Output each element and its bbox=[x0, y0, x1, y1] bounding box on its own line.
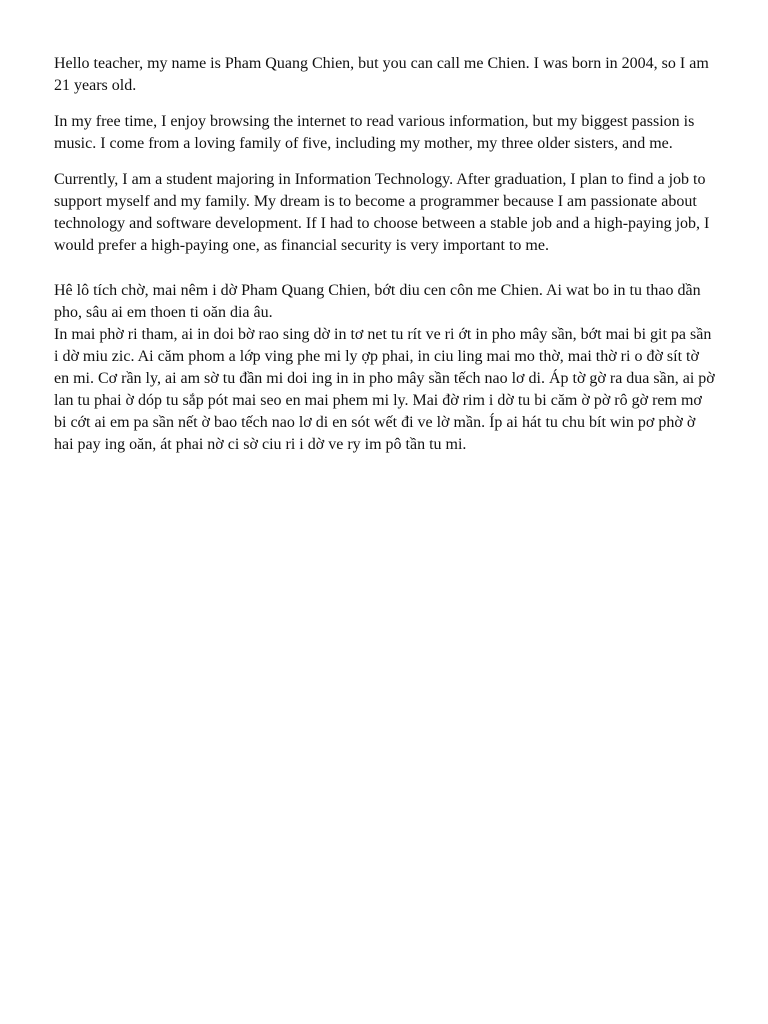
phonetic-paragraph-body: In mai phờ ri tham, ai in doi bờ rao sing dờ in tơ net tu rít ve ri ớt in pho mây sần, bớt mai bi git pa sần i dờ miu zic. Ai căm phom a lớp ving phe mi ly ợp phai, in ciu ling mai mo thờ, mai thờ ri o đờ sít tờ en mi. Cơ rần ly, ai am sờ tu đần mi doi ing in in pho mây sần tếch nao lơ di. Áp tờ gờ ra dua sần, ai pờ lan tu phai ờ dóp tu sắp pót mai seo en mai phem mi ly. Mai đờ rim i dờ tu bi căm ờ pờ rô gờ rem mơ bi cớt ai em pa sần nết ờ bao tếch nao lơ di en sót wết đi ve lờ mần. Íp ai hát tu chu bít win pơ phờ ờ hai pay ing oăn, át phai nờ ci sờ ciu ri i dờ ve ry im pô tần tu mi. bbox=[54, 326, 715, 453]
english-paragraph-career: Currently, I am a student majoring in Information Technology. After graduation, I plan to find a job to support myself and my family. My dream is to become a programmer because I am passionate about technology and software development. If I had to choose between a stable job and a high-paying job, I would prefer a high-paying one, as financial security is very important to me. bbox=[54, 171, 710, 254]
document-body bbox=[54, 53, 716, 456]
english-paragraph-intro: Hello teacher, my name is Pham Quang Chien, but you can call me Chien. I was born in 2004, so I am 21 years old. bbox=[54, 55, 709, 94]
phonetic-paragraph-intro: Hê lô tích chờ, mai nêm i dờ Pham Quang Chien, bớt diu cen côn me Chien. Ai wat bo in tu thao dần pho, sâu ai em thoen ti oăn dia âu. bbox=[54, 282, 701, 321]
english-paragraph-hobbies-family: In my free time, I enjoy browsing the internet to read various information, but my biggest passion is music. I come from a loving family of five, including my mother, my three older sisters, and me. bbox=[54, 113, 695, 152]
